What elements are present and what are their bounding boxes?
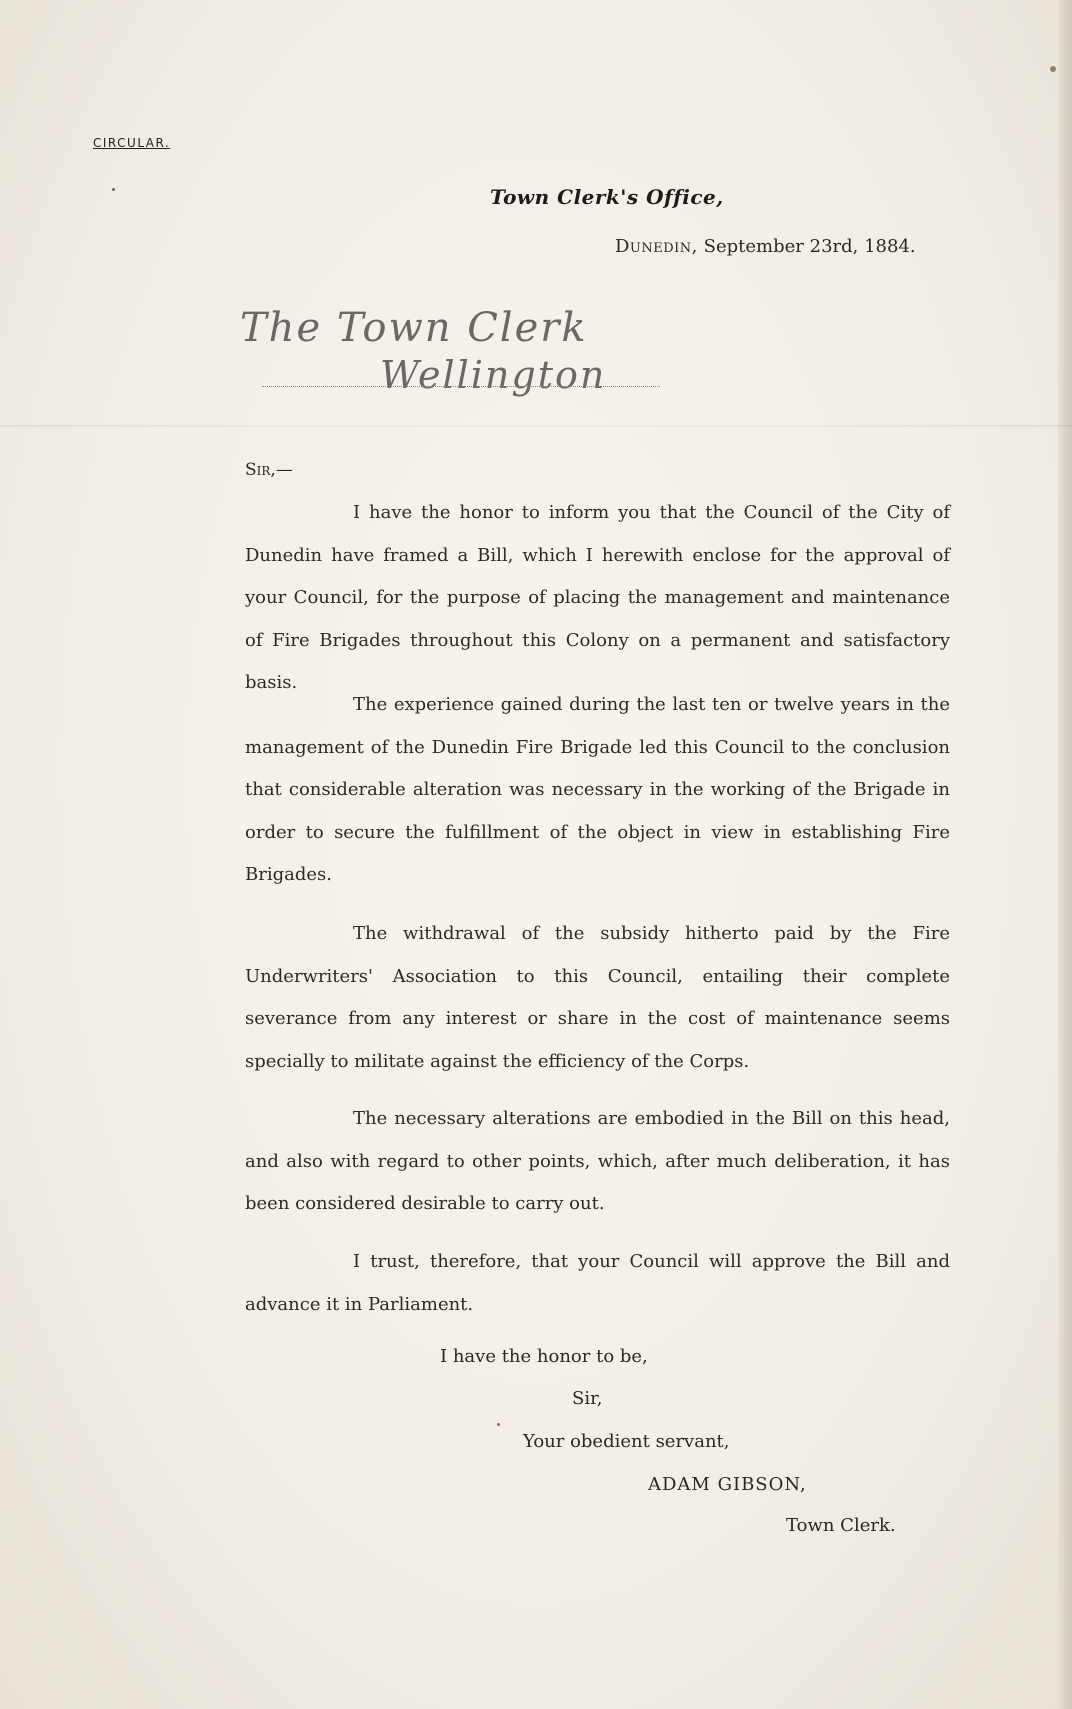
closing-line-2: Sir,: [572, 1388, 603, 1409]
dateline: [615, 236, 916, 257]
paper-fold: [0, 425, 1072, 427]
addressee-line-2: Wellington: [380, 353, 607, 397]
place-name: Dunedin,: [615, 236, 698, 257]
office-heading: Town Clerk's Office,: [490, 185, 724, 209]
paragraph-2-text: The experience gained during the last ten or twelve years in the management of the Dunedin Fire Brigade led this Council to the conclusion that considerable alteration was necessary in the working of the Brigade in order to secure the fulfillment of the object in view in establishing Fire Brigades.: [245, 694, 950, 885]
ink-speck: [112, 188, 115, 191]
paragraph-3-text: The withdrawal of the subsidy hitherto paid by the Fire Underwriters' Association to this Council, entailing their complete severance from any interest or share in the cost of maintenance seems specially to militate against the efficiency of the Corps.: [245, 923, 950, 1072]
paragraph-1: [245, 492, 950, 705]
ink-speck: [1050, 66, 1056, 72]
ink-speck: [497, 1423, 500, 1426]
salutation: Sir,—: [245, 460, 293, 480]
address-dotted-line: [262, 386, 660, 387]
closing-line-1: I have the honor to be,: [440, 1346, 648, 1367]
paper-edge: [1058, 0, 1072, 1709]
paragraph-3: [245, 913, 950, 1083]
paragraph-5: [245, 1241, 950, 1326]
signer-title: Town Clerk.: [786, 1515, 896, 1536]
paragraph-2: [245, 684, 950, 897]
paragraph-5-text: I trust, therefore, that your Council will approve the Bill and advance it in Parliament.: [245, 1251, 950, 1315]
addressee-line-1: The Town Clerk: [240, 305, 588, 351]
signer-name: ADAM GIBSON,: [648, 1474, 807, 1495]
paragraph-4-text: The necessary alterations are embodied in the Bill on this head, and also with regard to other points, which, after much deliberation, it has been considered desirable to carry out.: [245, 1108, 950, 1214]
paragraph-1-text: I have the honor to inform you that the Council of the City of Dunedin have framed a Bill, which I herewith enclose for the approval of your Council, for the purpose of placing the management and maintenance of Fire Brigades throughout this Colony on a permanent and satisfactory basis.: [245, 502, 950, 693]
letter-date: September 23rd, 1884.: [703, 236, 916, 257]
circular-label: CIRCULAR.: [93, 136, 171, 150]
paragraph-4: [245, 1098, 950, 1226]
closing-line-3: Your obedient servant,: [523, 1431, 730, 1452]
